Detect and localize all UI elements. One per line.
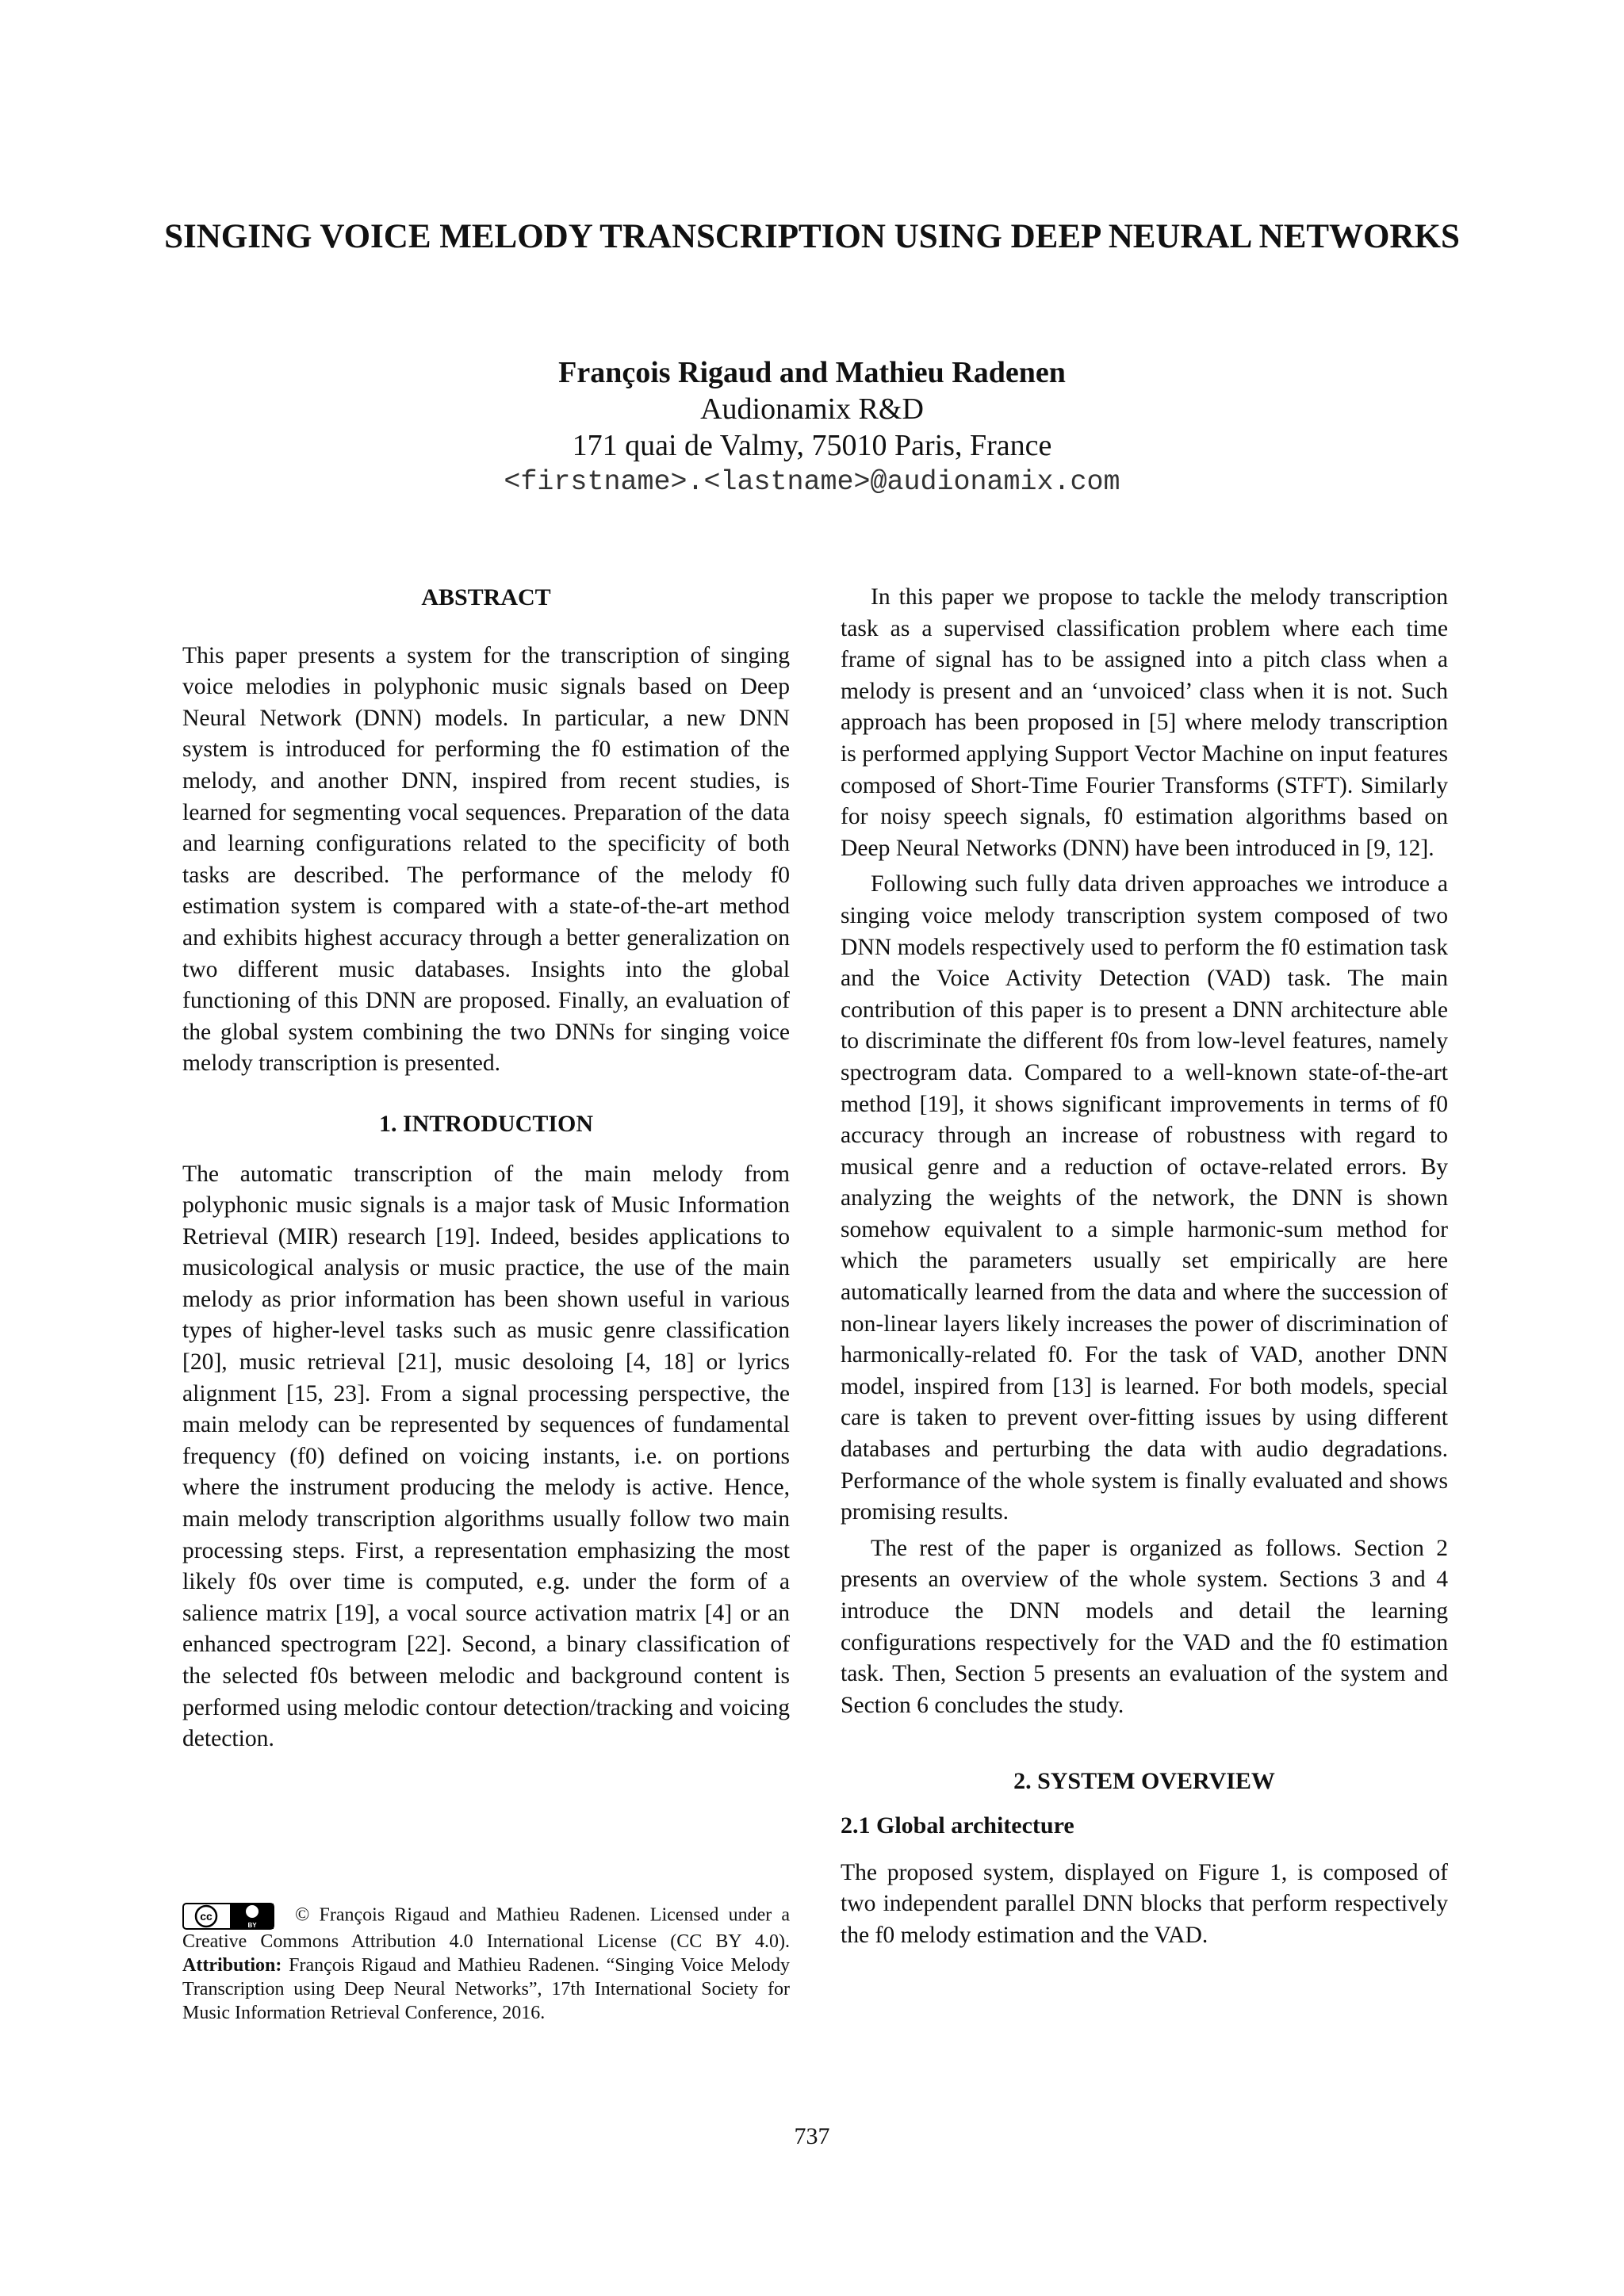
introduction-paragraph-2: In this paper we propose to tackle the melody transcription task as a supervised classification problem where each time frame of signal has to be assigned into a pitch class when a melody is present and an ‘unvoiced’ class when it is not. Such approach has been proposed in [5] where melody transcription is performed applying Support Vector Machine on input features composed of Short-Time Fourier Transforms (STFT). Similarly for noisy speech signals, f0 estimation algorithms based on Deep Neural Networks (DNN) have been introduced in [9, 12]. [841,584,1448,861]
page-number: 737 [794,2123,830,2149]
system-overview-paragraph-1: The proposed system, displayed on Figure 1, is composed of two independent parallel DNN blocks that perform respectively the f0 melody estimation and the VAD. [841,1859,1448,1948]
email: <firstname>.<lastname>@audionamix.com [504,466,1120,498]
introduction-paragraph-1: The automatic transcription of the main melody from polyphonic music signals is a major task of Music Information Retrieval (MIR) research [19]. Indeed, besides applications to musicological analysis or music practice, the use of the main melody as prior information has been shown useful in various types of higher-level tasks such as music genre classification [20], music retrieval [21], music desoloing [4, 18] or lyrics alignment [15, 23]. From a signal processing perspective, the main melody can be represented by sequences of fundamental frequency (f0) defined on voicing instants, i.e. on portions where the instrument producing the melody is active. Hence, main melody transcription algorithms usually follow two main processing steps. First, a representation emphasizing the most likely f0s over time is computed, e.g. under the form of a salience matrix [19], a vocal source activation matrix [4] or an enhanced spectrogram [22]. Second, a binary classification of the selected f0s between melodic and background content is performed using melodic contour detection/tracking and voicing detection. [182,1161,790,1752]
abstract-heading: ABSTRACT [421,584,551,610]
by-text: BY [247,1922,257,1929]
cc-text: cc [200,1910,213,1923]
license-footnote [182,1903,790,2025]
system-overview-heading: 2. SYSTEM OVERVIEW [1013,1768,1275,1795]
abstract-text: This paper presents a system for the transcription of singing voice melodies in polyphonic music signals based on Deep Neural Network (DNN) models. In particular, a new DNN system is introduced for performing the f0 estimation of the melody, and another DNN, inspired from recent studies, is learned for segmenting vocal sequences. Preparation of the data and learning configurations related to the specificity of both tasks are described. The performance of the melody f0 estimation system is compared with a state-of-the-art method and exhibits highest accuracy through a better generalization on two different music databases. Insights into the global functioning of this DNN are proposed. Finally, an evaluation of the global system combining the two DNNs for singing voice melody transcription is presented. [182,642,790,1077]
introduction-paragraph-4: The rest of the paper is organized as follows. Section 2 presents an overview of the whole system. Sections 3 and 4 introduce the DNN models and detail the learning configurations respectively for the VAD and the f0 estimation task. Then, Section 5 presents an evaluation of the system and Section 6 concludes the study. [841,1535,1448,1718]
address: 171 quai de Valmy, 75010 Paris, France [572,429,1052,462]
attribution-text: François Rigaud and Mathieu Radenen. “Singing Voice Melody Transcription using Deep Neural Networks”, 17th International Society for Music Information Retrieval Conference, 2016. [182,1955,791,2023]
attribution-label: Attribution: [182,1955,282,1976]
author-block [0,354,1624,500]
introduction-paragraph-3: Following such fully data driven approaches we introduce a singing voice melody transcription system composed of two DNN models respectively used to perform the f0 estimation task and the Voice Activity Detection (VAD) task. The main contribution of this paper is to present a DNN architecture able to discriminate the different f0s from low-level features, namely spectrogram data. Compared to a well-known state-of-the-art method [19], it shows significant improvements in terms of f0 accuracy through an increase of robustness with regard to musical genre and a reduction of octave-related errors. By analyzing the weights of the network, the DNN is shown somehow equivalent to a simple harmonic-sum method for which the parameters usually set empirically are here automatically learned from the data and where the succession of non-linear layers likely increases the power of discrimination of harmonically-related f0. For the task of VAD, another DNN model, inspired from [13] is learned. For both models, special care is taken to prevent over-fitting issues by using different databases and perturbing the data with audio degradations. Performance of the whole system is finally evaluated and shows promising results. [841,871,1448,1525]
left-column [182,582,790,1755]
copyright-text: © François Rigaud and Mathieu Radenen. Licensed under a Creative Commons Attribution 4.0 International License (CC BY 4.0). [182,1904,790,1952]
global-architecture-heading: 2.1 Global architecture [841,1812,1074,1839]
cc-by-license-icon [182,1903,274,1930]
right-column [841,582,1448,1951]
introduction-heading: 1. INTRODUCTION [378,1110,594,1137]
affiliation: Audionamix R&D [700,392,924,426]
author-names: François Rigaud and Mathieu Radenen [558,356,1066,389]
paper-title: SINGING VOICE MELODY TRANSCRIPTION USING DEEP NEURAL NETWORKS [164,218,1460,255]
